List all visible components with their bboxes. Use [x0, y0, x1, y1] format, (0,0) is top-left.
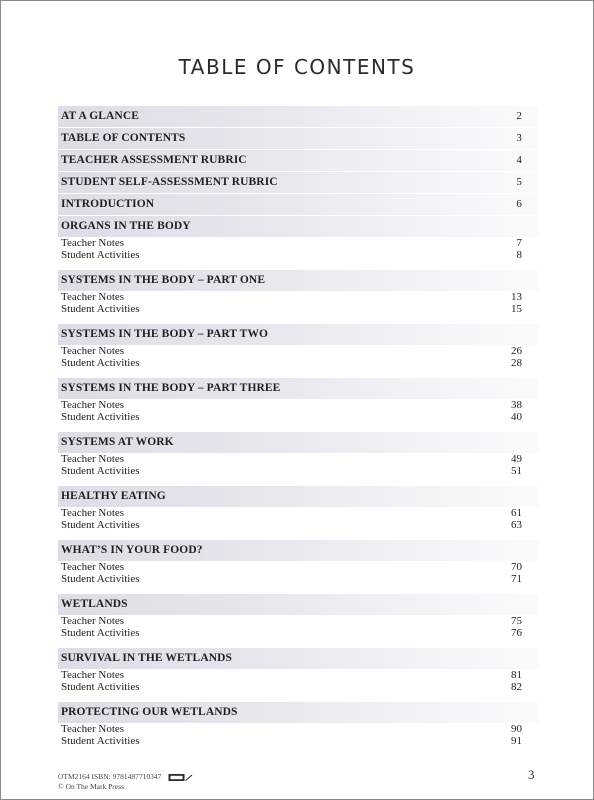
toc-subentry-label: Teacher Notes — [61, 561, 125, 573]
toc-page-number: 15 — [511, 303, 522, 315]
toc-page-number: 82 — [511, 681, 522, 693]
toc-subentry-label: Student Activities — [61, 465, 140, 477]
toc-subentry — [58, 681, 539, 693]
toc-page-number: 75 — [511, 615, 522, 627]
toc-subentry — [58, 519, 539, 531]
toc-entry — [58, 172, 539, 193]
toc-subentry — [58, 573, 539, 585]
toc-entry — [58, 648, 539, 693]
toc-heading-title: TEACHER ASSESSMENT RUBRIC — [61, 154, 247, 166]
toc-subentry-label: Teacher Notes — [61, 615, 125, 627]
toc-page-number: 40 — [511, 411, 522, 423]
toc-subentry — [58, 465, 539, 477]
toc-subentry — [58, 627, 539, 639]
toc-page-number: 3 — [516, 132, 522, 144]
toc-subentry — [58, 453, 539, 465]
toc-subentry — [58, 345, 539, 357]
toc-entry — [58, 128, 539, 149]
toc-heading — [58, 702, 539, 723]
toc-subentry — [58, 411, 539, 423]
toc-subentry-label: Student Activities — [61, 357, 140, 369]
toc-subentry — [58, 291, 539, 303]
toc-page-number: 5 — [516, 176, 522, 188]
toc-entry — [58, 540, 539, 585]
toc-page-number: 81 — [511, 669, 522, 681]
toc-entry — [58, 150, 539, 171]
toc-heading — [58, 540, 539, 561]
toc-page-number: 6 — [516, 198, 522, 210]
toc-subentry-label: Teacher Notes — [61, 399, 125, 411]
toc-heading-title: TABLE OF CONTENTS — [61, 132, 186, 144]
toc-entry — [58, 194, 539, 215]
toc-heading — [58, 648, 539, 669]
toc-page-number: 7 — [516, 237, 522, 249]
toc-page-number: 4 — [516, 154, 522, 166]
toc-subentry — [58, 399, 539, 411]
toc-subentry — [58, 669, 539, 681]
toc-heading-title: SURVIVAL IN THE WETLANDS — [61, 652, 233, 664]
toc-subentry — [58, 237, 539, 249]
toc-heading — [58, 324, 539, 345]
toc-subentry-label: Teacher Notes — [61, 507, 125, 519]
toc-heading — [58, 216, 539, 237]
toc-entry — [58, 594, 539, 639]
toc-page-number: 2 — [516, 110, 522, 122]
toc-entry — [58, 270, 539, 315]
footer-code-isbn: OTM2164 ISBN: 9781487710347 — [58, 772, 162, 781]
toc-page-number: 28 — [511, 357, 522, 369]
toc-subentry-label: Student Activities — [61, 735, 140, 747]
footer-info — [58, 772, 161, 791]
toc-entry — [58, 106, 539, 127]
toc-heading-title: SYSTEMS IN THE BODY – PART ONE — [61, 274, 266, 286]
toc-page-number: 76 — [511, 627, 522, 639]
toc-subentry — [58, 723, 539, 735]
page-title: TABLE OF CONTENTS — [178, 55, 416, 79]
toc-heading-title: SYSTEMS AT WORK — [61, 436, 174, 448]
toc-heading-title: ORGANS IN THE BODY — [61, 220, 191, 232]
toc-subentry-label: Student Activities — [61, 627, 140, 639]
toc-entry — [58, 486, 539, 531]
toc-page-number: 51 — [511, 465, 522, 477]
footer-publisher: © On The Mark Press — [58, 781, 124, 791]
toc-subentry-label: Teacher Notes — [61, 237, 125, 249]
toc-heading-title: AT A GLANCE — [61, 110, 140, 122]
toc-subentry-label: Teacher Notes — [61, 453, 125, 465]
toc-page-number: 71 — [511, 573, 522, 585]
toc-subentry-label: Student Activities — [61, 249, 140, 261]
toc-heading — [58, 594, 539, 615]
toc-page-number: 26 — [511, 345, 522, 357]
toc-heading — [58, 172, 539, 193]
toc-subentry — [58, 249, 539, 261]
toc-page-number: 38 — [511, 399, 522, 411]
toc-heading-title: WETLANDS — [61, 598, 128, 610]
toc-subentry-label: Student Activities — [61, 681, 140, 693]
toc-entry — [58, 324, 539, 369]
toc-entry — [58, 702, 539, 747]
toc-heading — [58, 270, 539, 291]
toc-subentry — [58, 303, 539, 315]
toc-heading-title: SYSTEMS IN THE BODY – PART TWO — [61, 328, 269, 340]
toc-subentry-label: Teacher Notes — [61, 345, 125, 357]
toc-entry — [58, 432, 539, 477]
toc-entry — [58, 216, 539, 261]
toc-page-number: 91 — [511, 735, 522, 747]
toc-heading-title: INTRODUCTION — [61, 198, 155, 210]
toc-heading-title: WHAT’S IN YOUR FOOD? — [61, 544, 203, 556]
toc-heading — [58, 378, 539, 399]
toc-heading-title: SYSTEMS IN THE BODY – PART THREE — [61, 382, 281, 394]
toc-page-number: 61 — [511, 507, 522, 519]
toc-heading-title: HEALTHY EATING — [61, 490, 166, 502]
toc-subentry-label: Teacher Notes — [61, 723, 125, 735]
toc-subentry-label: Student Activities — [61, 519, 140, 531]
toc-subentry-label: Student Activities — [61, 303, 140, 315]
toc-page-number: 70 — [511, 561, 522, 573]
toc-subentry-label: Teacher Notes — [61, 291, 125, 303]
toc-heading — [58, 106, 539, 127]
toc-subentry — [58, 561, 539, 573]
toc-heading — [58, 150, 539, 171]
toc-page-number: 63 — [511, 519, 522, 531]
page-number: 3 — [528, 767, 535, 782]
table-of-contents — [58, 106, 539, 756]
toc-heading-title: PROTECTING OUR WETLANDS — [61, 706, 238, 718]
toc-page-number: 8 — [516, 249, 522, 261]
toc-heading-title: STUDENT SELF-ASSESSMENT RUBRIC — [61, 176, 278, 188]
toc-page-number: 49 — [511, 453, 522, 465]
toc-page-number: 90 — [511, 723, 522, 735]
toc-subentry — [58, 507, 539, 519]
toc-heading — [58, 128, 539, 149]
toc-page-number: 13 — [511, 291, 522, 303]
toc-heading — [58, 432, 539, 453]
toc-subentry — [58, 615, 539, 627]
toc-subentry-label: Student Activities — [61, 411, 140, 423]
toc-heading — [58, 194, 539, 215]
toc-subentry — [58, 735, 539, 747]
toc-heading — [58, 486, 539, 507]
toc-subentry — [58, 357, 539, 369]
toc-entry — [58, 378, 539, 423]
publisher-logo-icon — [168, 770, 194, 788]
toc-subentry-label: Student Activities — [61, 573, 140, 585]
toc-subentry-label: Teacher Notes — [61, 669, 125, 681]
